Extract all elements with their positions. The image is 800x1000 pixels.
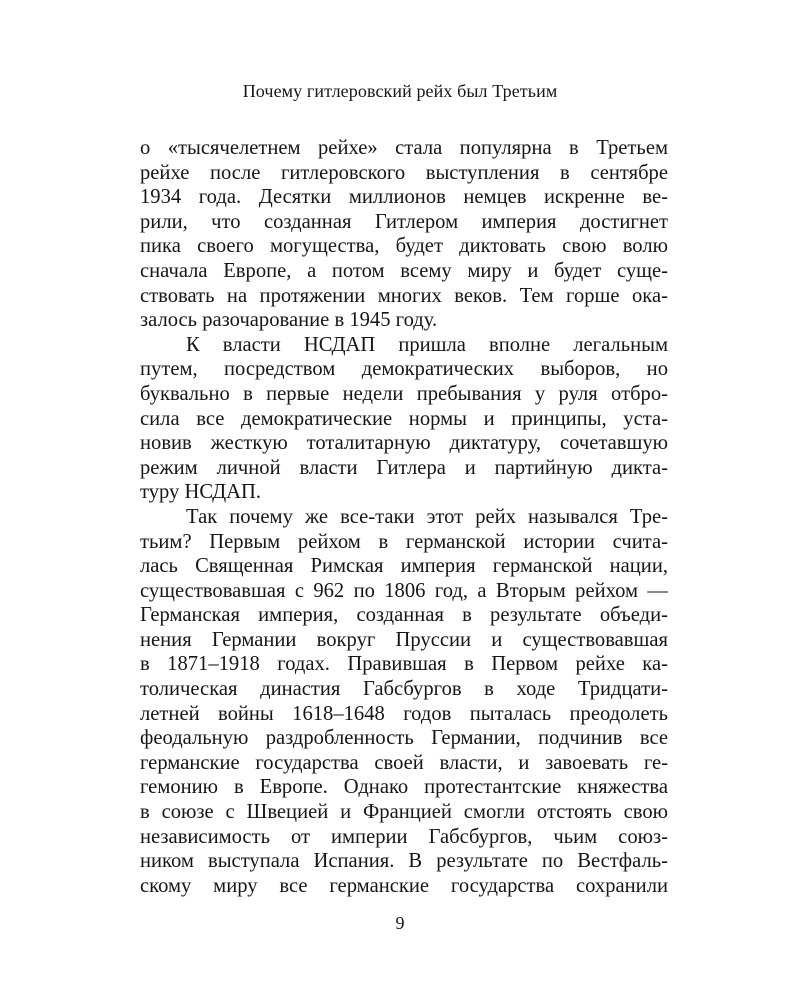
text-line: туру НСДАП. xyxy=(140,481,262,504)
text-line: ствовать на протяжении многих веков. Тем горше ока- xyxy=(140,284,668,307)
text-line: К власти НСДАП пришла вполне легальным xyxy=(186,333,668,356)
text-line: в союзе с Швецией и Францией смогли отстоять свою xyxy=(140,801,668,824)
text-line: путем, посредством демократических выборов, но xyxy=(140,358,668,381)
text-line: нения Германии вокруг Пруссии и существовавшая xyxy=(140,628,668,651)
text-line: скому миру все германские государства сохранили xyxy=(140,874,668,897)
text-line: независимость от империи Габсбургов, чьим союз- xyxy=(140,825,668,848)
page-number: 9 xyxy=(395,913,405,933)
text-line: летней войны 1618–1648 годов пыталась преодолеть xyxy=(140,702,668,725)
running-head: Почему гитлеровский рейх был Третьим xyxy=(242,81,558,101)
text-line: рили, что созданная Гитлером империя достигнет xyxy=(140,210,668,233)
text-line: рейхе после гитлеровского выступления в сентябре xyxy=(140,161,668,184)
text-line: пика своего могущества, будет диктовать свою волю xyxy=(140,235,668,258)
text-line: ником выступала Испания. В результате по Вестфаль- xyxy=(140,850,668,873)
text-line: новив жесткую тоталитарную диктатуру, сочетавшую xyxy=(140,432,668,455)
text-line: сила все демократические нормы и принципы, уста- xyxy=(140,407,668,430)
text-line: 1934 года. Десятки миллионов немцев искренне ве- xyxy=(140,186,668,209)
text-line: германские государства своей власти, и завоевать ге- xyxy=(140,751,668,774)
text-line: Так почему же все-таки этот рейх назывался Тре- xyxy=(186,505,668,528)
text-line: режим личной власти Гитлера и партийную дикта- xyxy=(140,456,668,479)
text-line: толическая династия Габсбургов в ходе Тридцати- xyxy=(140,678,668,701)
text-line: феодальную раздробленность Германии, подчинив все xyxy=(140,727,668,750)
text-line: залось разочарование в 1945 году. xyxy=(140,309,438,332)
body-text xyxy=(140,136,668,898)
text-line: тьим? Первым рейхом в германской истории счита- xyxy=(140,530,668,553)
text-line: в 1871–1918 годах. Правившая в Первом рейхе ка- xyxy=(140,653,668,676)
text-line: о «тысячелетнем рейхе» стала популярна в Третьем xyxy=(140,137,668,159)
text-line: гемонию в Европе. Однако протестантские княжества xyxy=(140,776,668,799)
text-line: сначала Европе, а потом всему миру и будет суще- xyxy=(140,259,668,282)
text-line: существовавшая с 962 по 1806 год, а Вторым рейхом — xyxy=(140,579,668,602)
text-line: Германская империя, созданная в результате объеди- xyxy=(140,604,668,627)
text-line: лась Священная Римская империя германской нации, xyxy=(140,555,668,578)
text-line: буквально в первые недели пребывания у руля отбро- xyxy=(140,382,668,405)
